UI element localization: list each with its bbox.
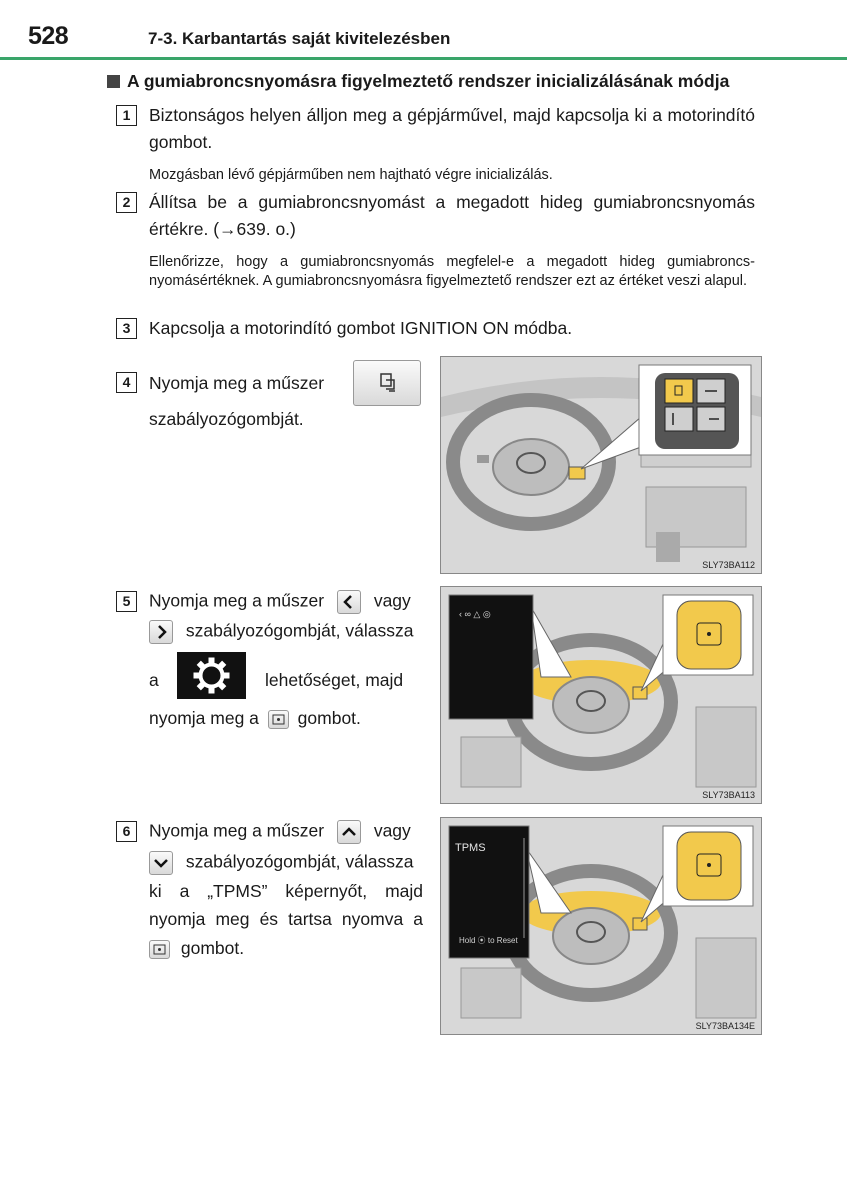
tpms-screen-hint: Hold ⦿ to Reset [459,936,518,945]
step-6-text-1a: Nyomja meg a műszer [149,820,325,841]
step-5-line-1 [149,590,411,614]
meter-display-icon [353,360,421,406]
step-5-text-1a: Nyomja meg a műszer [149,590,325,611]
step-5-line-2 [149,620,414,644]
step-6-line-3: ki a „TPMS” képernyőt, majd [149,881,423,901]
step-number-6: 6 [116,821,137,842]
step-5-text-2: szabályozógombját, válassza [185,620,414,641]
chevron-right-icon [149,620,173,644]
section-heading [107,71,729,92]
section-title: A gumiabroncsnyomásra figyelmeztető rendszer inicializálásának módja [127,71,730,91]
figure-steering-wheel-2 [440,586,762,804]
page-header [0,0,847,62]
figure-steering-wheel-1 [440,356,762,574]
step-number-3: 3 [116,318,137,339]
enter-button-icon [268,710,289,729]
square-bullet-icon [107,75,120,88]
step-5-text-4b: gombot. [297,708,361,728]
step-4-line-2: szabályozógombját. [149,409,304,429]
step-4-line-1 [149,373,324,394]
step-number-1: 1 [116,105,137,126]
step-5-line-3b: lehetőséget, majd [265,670,404,690]
header-divider [0,57,847,60]
page-number: 528 [28,22,69,50]
step-4-text-1: Nyomja meg a műszer [149,373,325,393]
step-3-text: Kapcsolja a motorindító gombot IGNITION ON módba. [149,318,573,338]
chevron-left-icon [337,590,361,614]
step-5-line-3a: a [149,670,159,690]
figure-steering-wheel-3 [440,817,762,1035]
figure-code: SLY73BA134E [695,1021,755,1031]
figure-code: SLY73BA113 [702,790,755,800]
step-6-line-1 [149,820,411,844]
step-1-text: Biztonságos helyen álljon meg a gépjárművel, majd kapcsolja ki a motorindító gombot. [149,105,755,152]
step-6-line-2 [149,851,414,875]
step-6-text-1b: vagy [373,820,411,841]
step-6-text-2: szabályozógombját, válassza [185,851,414,872]
step-6-text-5: gombot. [180,938,245,958]
step-1-note: Mozgásban lévő gépjárműben nem hajtható végre inicializálás. [149,167,553,183]
chevron-up-icon [337,820,361,844]
step-6-line-4: nyomja meg és tartsa nyomva a [149,909,423,929]
step-5-text-4a: nyomja meg a [149,708,259,728]
step-5-line-4 [149,708,361,729]
tpms-screen-title: TPMS [455,842,486,854]
chevron-down-icon [149,851,173,875]
step-number-5: 5 [116,591,137,612]
step-6-line-5 [149,938,244,959]
step-5-text-1b: vagy [373,590,411,611]
chapter-title: 7-3. Karbantartás saját kivitelezésben [148,29,451,48]
step-number-2: 2 [116,192,137,213]
figure-code: SLY73BA112 [702,560,755,570]
gear-icon [177,652,246,699]
svg-text:‹ ∞ △ ◎: ‹ ∞ △ ◎ [459,609,491,619]
step-number-4: 4 [116,372,137,393]
step-2-text: Állítsa be a gumiabroncsnyomást a megadott hideg gumiabroncsnyomás értékre. (→639. o.) [149,192,755,239]
enter-button-icon [149,940,170,959]
step-2-note: Ellenőrizze, hogy a gumiabroncsnyomás megfelel-e a megadott hideg gumiabroncs-nyomásértéknek. A gumiabroncsnyomásra figyelmeztető rendszer ezt az értéket veszi alapul. [149,254,755,289]
